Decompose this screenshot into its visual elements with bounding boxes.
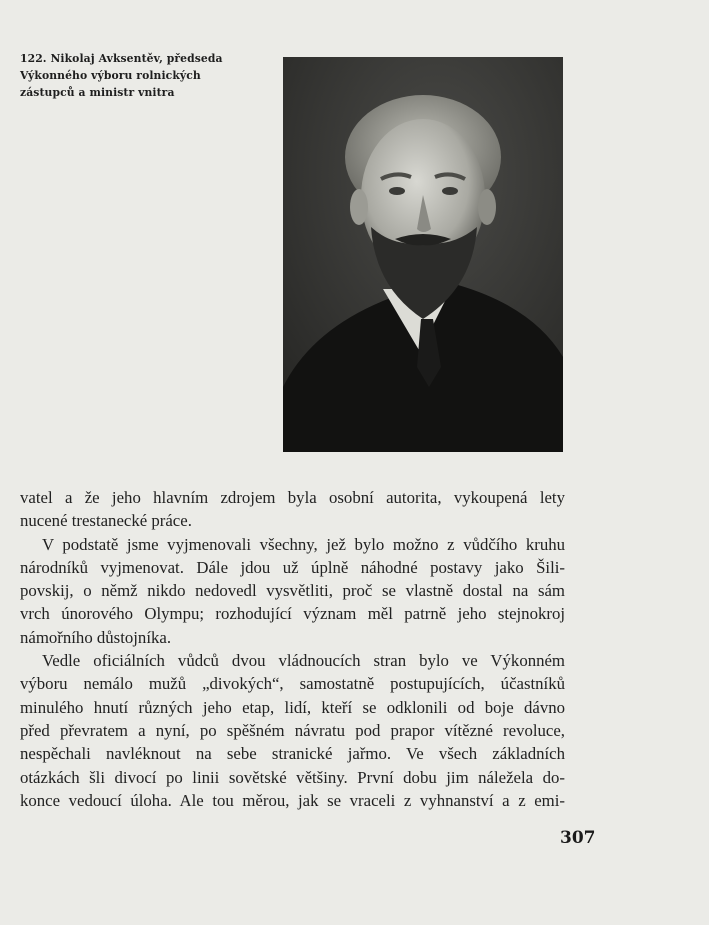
text-line: výboru nemálo mužů „divokých“, samostatně postupujících, účastníků bbox=[20, 674, 565, 694]
text-line: povskij, o němž nikdo nedovedl vysvětliti, proč se vlastně dostal na sám bbox=[20, 581, 565, 601]
caption-line: 122. Nikolaj Avksentěv, předseda bbox=[20, 51, 223, 65]
caption-line: Výkonného výboru rolnických bbox=[20, 68, 201, 82]
portrait-image bbox=[283, 57, 563, 452]
text-line: konce vedoucí úloha. Ale tou měrou, jak se vraceli z vyhnanství a z emi- bbox=[20, 790, 565, 810]
text-line: námořního důstojníka. bbox=[20, 627, 172, 647]
text-line: vatel a že jeho hlavním zdrojem byla osobní autorita, vykoupená lety bbox=[20, 488, 565, 507]
page-number: 307 bbox=[560, 828, 596, 848]
text-line: otázkách šli divocí po linii sovětské většiny. První dobu jim náležela do- bbox=[20, 767, 565, 787]
text-line: vrch únorového Olympu; rozhodující význam měl patrně jeho stejnokroj bbox=[20, 604, 565, 624]
text-line: Vedle oficiálních vůdců dvou vládnoucích stran bylo ve Výkonném bbox=[42, 651, 565, 671]
portrait-photo bbox=[283, 57, 563, 452]
text-line: před převratem a nyní, po spěšném návratu pod prapor vítězné revoluce, bbox=[20, 720, 565, 740]
text-line: minulého hnutí různých jeho etap, lidí, kteří se odklonili od boje dávno bbox=[20, 697, 565, 717]
photo-caption bbox=[20, 50, 253, 101]
text-line: nucené trestanecké práce. bbox=[20, 511, 192, 531]
caption-line: zástupců a ministr vnitra bbox=[20, 85, 175, 99]
text-line: V podstatě jsme vyjmenovali všechny, jež bylo možno z vůdčího kruhu bbox=[42, 534, 565, 554]
text-line: nespěchali navléknout na sebe stranické jařmo. Ve všech základních bbox=[20, 744, 565, 764]
text-line: národníků vyjmenovat. Dále jdou už úplně náhodné postavy jako Šili- bbox=[20, 557, 565, 577]
body-text bbox=[20, 486, 565, 812]
